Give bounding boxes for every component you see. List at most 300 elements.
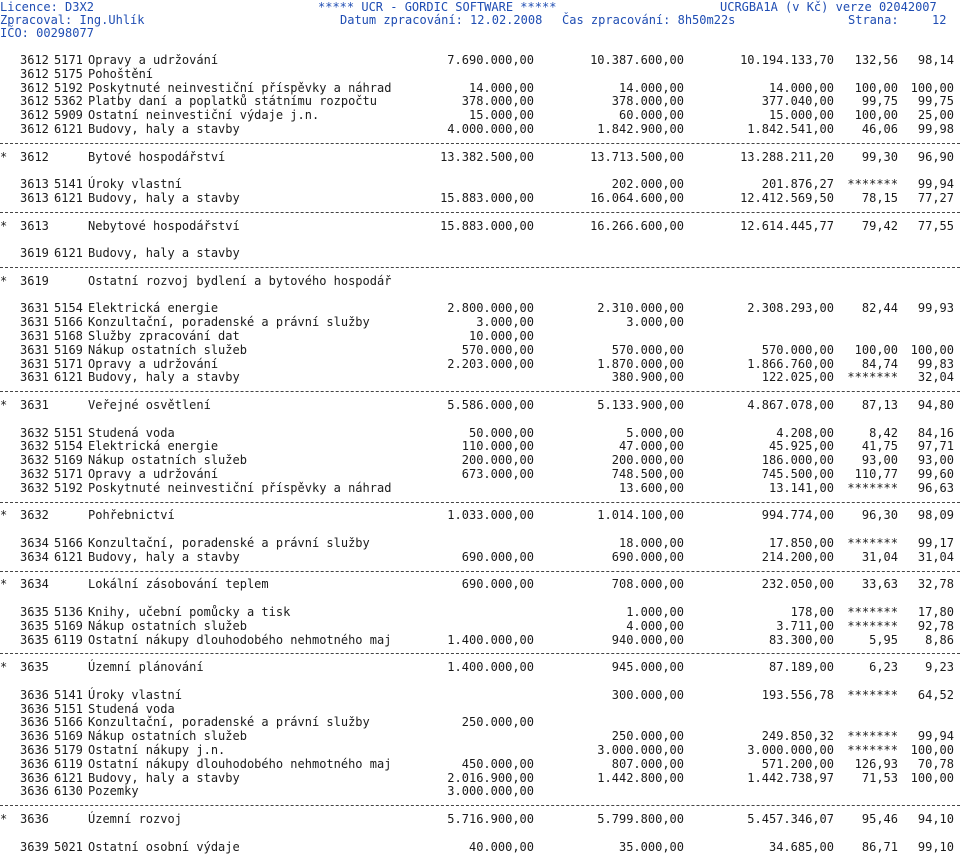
rozpocet-upraveny: 14.000,00 (618, 80, 684, 95)
item-name: Opravy a udržování (88, 53, 219, 67)
paragraf-name: Pohřebnictví (88, 508, 175, 523)
item-name: Budovy, haly a stavby (88, 246, 240, 261)
procento-schvaleny: 100,00 (854, 80, 898, 95)
item-name: Studená voda (88, 425, 175, 440)
skutecnost: 745.500,00 (761, 467, 834, 481)
rozpocet-schvaleny: 15.000,00 (468, 108, 534, 123)
procento-schvaleny: 78,15 (861, 191, 898, 205)
rozpocet-schvaleny: 40.000,00 (468, 839, 534, 854)
table-row (0, 329, 960, 343)
table-row (0, 177, 960, 191)
cas-text: Čas zpracování: 8h50m22s (562, 13, 736, 27)
skutecnost: 17.850,00 (768, 536, 834, 550)
subtotal-marker: * (0, 812, 8, 826)
item-name: Úroky vlastní (88, 177, 182, 192)
skutecnost: 2.308.293,00 (747, 301, 834, 316)
procento-schvaleny: ******* (847, 743, 898, 757)
procento-schvaleny: ******* (847, 370, 898, 385)
rozpocet-schvaleny: 3.000,00 (476, 315, 534, 330)
polozka-code: 5136 (54, 605, 83, 619)
skutecnost: 1.842.541,00 (747, 122, 834, 136)
item-name: Poskytnuté neinvestiční příspěvky a náhrad (88, 480, 392, 495)
licence-text: Licence: D3X2 (0, 0, 94, 14)
item-name: Opravy a udržování (88, 356, 219, 371)
ico-text: IČO: 00298077 (0, 26, 94, 40)
polozka-code: 6121 (54, 549, 83, 564)
paragraf-code: 3635 (20, 632, 49, 647)
procento-upraveny: 99,83 (917, 356, 954, 371)
procento-schvaleny: ******* (847, 687, 898, 702)
rozpocet-upraveny: 250.000,00 (611, 729, 684, 744)
paragraf-code: 3612 (20, 94, 49, 109)
rozpocet-schvaleny: 7.690.000,00 (447, 53, 534, 67)
polozka-code: 6130 (54, 784, 83, 799)
item-name: Elektrická energie (88, 439, 219, 454)
procento-schvaleny: 84,74 (861, 356, 898, 371)
paragraf-code: 3635 (20, 618, 49, 633)
procento-upraveny: 99,17 (917, 536, 954, 550)
procento-upraveny: 77,27 (917, 191, 954, 205)
item-name: Ostatní osobní výdaje (88, 839, 240, 854)
paragraf-name: Veřejné osvětlení (88, 398, 211, 412)
paragraf-code: 3636 (20, 687, 49, 702)
table-row (0, 536, 960, 550)
procento-upraveny: 96,63 (917, 480, 954, 495)
polozka-code: 5154 (54, 301, 83, 316)
rozpocet-upraveny: 13.713.500,00 (590, 149, 684, 164)
item-name: Ostatní nákupy dlouhodobého nehmotného maj (88, 632, 392, 647)
polozka-code: 5362 (54, 94, 83, 109)
rozpocet-upraveny: 708.000,00 (611, 577, 684, 592)
subtotal-row (0, 812, 960, 826)
item-name: Budovy, haly a stavby (88, 191, 240, 205)
table-row (0, 729, 960, 743)
procento-schvaleny: 95,46 (861, 812, 898, 826)
polozka-code: 5141 (54, 177, 83, 192)
software-title: ***** UCR - GORDIC SOFTWARE ***** (318, 0, 557, 14)
rozpocet-schvaleny: 450.000,00 (461, 756, 534, 771)
table-row (0, 94, 960, 108)
table-row (0, 840, 960, 854)
skutecnost: 13.141,00 (768, 480, 834, 495)
rozpocet-upraveny: 5.000,00 (626, 425, 684, 440)
polozka-code: 5154 (54, 439, 83, 454)
rozpocet-upraveny: 3.000.000,00 (597, 743, 684, 757)
rozpocet-schvaleny: 5.586.000,00 (447, 398, 534, 412)
paragraf-code: 3635 (20, 605, 49, 619)
rozpocet-schvaleny: 10.000,00 (468, 329, 534, 343)
skutecnost: 14.000,00 (768, 80, 834, 95)
rozpocet-schvaleny: 690.000,00 (461, 549, 534, 564)
table-row (0, 743, 960, 757)
procento-upraveny: 17,80 (917, 605, 954, 619)
procento-upraveny: 94,10 (917, 812, 954, 826)
rozpocet-schvaleny: 5.716.900,00 (447, 812, 534, 826)
procento-upraveny: 99,94 (917, 729, 954, 744)
procento-schvaleny: 46,06 (861, 122, 898, 136)
polozka-code: 5909 (54, 108, 83, 123)
procento-upraveny: 100,00 (910, 80, 954, 95)
polozka-code: 6121 (54, 370, 83, 385)
procento-upraveny: 97,71 (917, 439, 954, 454)
table-row (0, 67, 960, 81)
procento-schvaleny: 79,42 (861, 218, 898, 233)
rozpocet-upraveny: 380.900,00 (611, 370, 684, 385)
paragraf-code: 3613 (20, 218, 49, 233)
skutecnost: 4.208,00 (776, 425, 834, 440)
rozpocet-upraveny: 1.442.800,00 (597, 770, 684, 785)
skutecnost: 214.200,00 (761, 549, 834, 564)
procento-upraveny: 98,14 (917, 53, 954, 67)
rozpocet-upraveny: 10.387.600,00 (590, 53, 684, 67)
skutecnost: 193.556,78 (761, 687, 834, 702)
rozpocet-schvaleny: 1.400.000,00 (447, 660, 534, 675)
item-name: Ostatní nákupy j.n. (88, 743, 226, 757)
procento-upraveny: 32,04 (917, 370, 954, 385)
rozpocet-schvaleny: 2.016.900,00 (447, 770, 534, 785)
table-row (0, 122, 960, 136)
paragraf-code: 3612 (20, 108, 49, 123)
table-row (0, 633, 960, 647)
procento-upraveny: 99,98 (917, 122, 954, 136)
table-row (0, 715, 960, 729)
rozpocet-upraveny: 690.000,00 (611, 549, 684, 564)
rozpocet-upraveny: 18.000,00 (618, 536, 684, 550)
rozpocet-upraveny: 748.500,00 (611, 467, 684, 481)
rozpocet-schvaleny: 14.000,00 (468, 80, 534, 95)
item-name: Konzultační, poradenské a právní služby (88, 715, 370, 730)
subtotal-marker: * (0, 218, 8, 233)
polozka-code: 5166 (54, 715, 83, 730)
polozka-code: 6121 (54, 770, 83, 785)
paragraf-code: 3631 (20, 370, 49, 385)
procento-schvaleny: 100,00 (854, 342, 898, 357)
paragraf-code: 3636 (20, 770, 49, 785)
rozpocet-schvaleny: 1.033.000,00 (447, 508, 534, 523)
rozpocet-upraveny: 47.000,00 (618, 439, 684, 454)
zpracoval-text: Zpracoval: Ing.Uhlík (0, 13, 145, 27)
paragraf-name: Lokální zásobování teplem (88, 577, 269, 592)
procento-upraveny: 9,23 (925, 660, 954, 675)
paragraf-code: 3631 (20, 301, 49, 316)
item-name: Úroky vlastní (88, 687, 182, 702)
skutecnost: 122.025,00 (761, 370, 834, 385)
skutecnost: 1.866.760,00 (747, 356, 834, 371)
subtotal-marker: * (0, 149, 8, 164)
item-name: Nákup ostatních služeb (88, 453, 247, 468)
procento-upraveny: 8,86 (925, 632, 954, 647)
polozka-code: 5169 (54, 453, 83, 468)
paragraf-code: 3632 (20, 467, 49, 481)
procento-upraveny: 100,00 (910, 342, 954, 357)
dashed-separator (0, 267, 960, 270)
rozpocet-upraveny: 60.000,00 (618, 108, 684, 123)
polozka-code: 5169 (54, 342, 83, 357)
polozka-code: 5169 (54, 729, 83, 744)
item-name: Ostatní neinvestiční výdaje j.n. (88, 108, 320, 123)
paragraf-code: 3632 (20, 439, 49, 454)
item-name: Nákup ostatních služeb (88, 729, 247, 744)
skutecnost: 377.040,00 (761, 94, 834, 109)
item-name: Studená voda (88, 701, 175, 716)
item-name: Budovy, haly a stavby (88, 770, 240, 785)
skutecnost: 83.300,00 (768, 632, 834, 647)
table-row (0, 453, 960, 467)
skutecnost: 10.194.133,70 (740, 53, 834, 67)
paragraf-code: 3613 (20, 191, 49, 205)
skutecnost: 994.774,00 (761, 508, 834, 523)
item-name: Pohoštění (88, 66, 154, 81)
paragraf-code: 3634 (20, 577, 49, 592)
procento-schvaleny: ******* (847, 480, 898, 495)
table-row (0, 771, 960, 785)
procento-upraveny: 25,00 (917, 108, 954, 123)
paragraf-code: 3631 (20, 342, 49, 357)
table-row (0, 426, 960, 440)
item-name: Ostatní nákupy dlouhodobého nehmotného maj (88, 756, 392, 771)
table-row (0, 370, 960, 384)
procento-schvaleny: 132,56 (854, 53, 898, 67)
item-name: Pozemky (88, 784, 139, 799)
polozka-code: 6119 (54, 632, 83, 647)
table-row (0, 702, 960, 716)
procento-upraveny: 99,94 (917, 177, 954, 192)
procento-schvaleny: 99,30 (861, 149, 898, 164)
procento-schvaleny: 82,44 (861, 301, 898, 316)
skutecnost: 45.925,00 (768, 439, 834, 454)
subtotal-marker: * (0, 660, 8, 675)
skutecnost: 12.412.569,50 (740, 191, 834, 205)
paragraf-code: 3631 (20, 315, 49, 330)
paragraf-code: 3636 (20, 743, 49, 757)
strana-label: Strana: (848, 13, 899, 27)
table-row (0, 757, 960, 771)
subtotal-row (0, 219, 960, 233)
rozpocet-schvaleny: 2.203.000,00 (447, 356, 534, 371)
procento-upraveny: 96,90 (917, 149, 954, 164)
procento-schvaleny: 87,13 (861, 398, 898, 412)
polozka-code: 5171 (54, 53, 83, 67)
paragraf-name: Bytové hospodářství (88, 149, 226, 164)
paragraf-name: Nebytové hospodářství (88, 218, 240, 233)
paragraf-code: 3632 (20, 480, 49, 495)
rozpocet-upraveny: 1.870.000,00 (597, 356, 684, 371)
paragraf-code: 3636 (20, 729, 49, 744)
item-name: Služby zpracování dat (88, 329, 240, 343)
rozpocet-upraveny: 2.310.000,00 (597, 301, 684, 316)
paragraf-code: 3613 (20, 177, 49, 192)
procento-schvaleny: 33,63 (861, 577, 898, 592)
procento-schvaleny: 96,30 (861, 508, 898, 523)
skutecnost: 178,00 (790, 605, 834, 619)
rozpocet-schvaleny: 690.000,00 (461, 577, 534, 592)
paragraf-code: 3635 (20, 660, 49, 675)
procento-schvaleny: ******* (847, 618, 898, 633)
procento-upraveny: 99,75 (917, 94, 954, 109)
dashed-separator (0, 391, 960, 394)
rozpocet-upraveny: 1.014.100,00 (597, 508, 684, 523)
polozka-code: 6119 (54, 756, 83, 771)
polozka-code: 6121 (54, 122, 83, 136)
table-row (0, 81, 960, 95)
skutecnost: 570.000,00 (761, 342, 834, 357)
rozpocet-upraveny: 35.000,00 (618, 839, 684, 854)
rozpocet-schvaleny: 15.883.000,00 (440, 191, 534, 205)
rozpocet-upraveny: 13.600,00 (618, 480, 684, 495)
rozpocet-schvaleny: 13.382.500,00 (440, 149, 534, 164)
polozka-code: 6121 (54, 246, 83, 261)
header-line-2 (0, 13, 947, 27)
item-name: Platby daní a poplatků státnímu rozpočtu (88, 94, 377, 109)
procento-upraveny: 32,78 (917, 577, 954, 592)
skutecnost: 571.200,00 (761, 756, 834, 771)
paragraf-code: 3636 (20, 784, 49, 799)
datum-text: Datum zpracování: 12.02.2008 (340, 13, 543, 27)
procento-upraveny: 77,55 (917, 218, 954, 233)
procento-schvaleny: 99,75 (861, 94, 898, 109)
paragraf-name: Územní plánování (88, 660, 204, 675)
procento-schvaleny: 93,00 (861, 453, 898, 468)
rozpocet-schvaleny: 200.000,00 (461, 453, 534, 468)
subtotal-row (0, 577, 960, 591)
paragraf-code: 3631 (20, 356, 49, 371)
rozpocet-upraveny: 5.133.900,00 (597, 398, 684, 412)
skutecnost: 232.050,00 (761, 577, 834, 592)
paragraf-code: 3619 (20, 246, 49, 261)
polozka-code: 5192 (54, 480, 83, 495)
procento-schvaleny: 8,42 (869, 425, 898, 440)
rozpocet-upraveny: 1.000,00 (626, 605, 684, 619)
skutecnost: 3.711,00 (776, 618, 834, 633)
table-row (0, 688, 960, 702)
skutecnost: 15.000,00 (768, 108, 834, 123)
rozpocet-upraveny: 4.000,00 (626, 618, 684, 633)
paragraf-code: 3632 (20, 453, 49, 468)
paragraf-code: 3632 (20, 425, 49, 440)
item-name: Knihy, učební pomůcky a tisk (88, 605, 291, 619)
polozka-code: 5151 (54, 425, 83, 440)
dashed-separator (0, 805, 960, 808)
paragraf-code: 3631 (20, 398, 49, 412)
procento-upraveny: 92,78 (917, 618, 954, 633)
rozpocet-upraveny: 5.799.800,00 (597, 812, 684, 826)
item-name: Opravy a udržování (88, 467, 219, 481)
procento-schvaleny: ******* (847, 536, 898, 550)
subtotal-marker: * (0, 577, 8, 592)
procento-upraveny: 99,60 (917, 467, 954, 481)
subtotal-row (0, 508, 960, 522)
subtotal-marker: * (0, 508, 8, 523)
table-row (0, 343, 960, 357)
table-row (0, 481, 960, 495)
rozpocet-schvaleny: 3.000.000,00 (447, 784, 534, 799)
polozka-code: 5151 (54, 701, 83, 716)
polozka-code: 5021 (54, 839, 83, 854)
rozpocet-upraveny: 940.000,00 (611, 632, 684, 647)
table-row (0, 191, 960, 205)
paragraf-name: Územní rozvoj (88, 812, 182, 826)
polozka-code: 5175 (54, 66, 83, 81)
skutecnost: 249.850,32 (761, 729, 834, 744)
item-name: Budovy, haly a stavby (88, 122, 240, 136)
procento-upraveny: 99,10 (917, 839, 954, 854)
procento-schvaleny: 126,93 (854, 756, 898, 771)
procento-schvaleny: ******* (847, 605, 898, 619)
polozka-code: 5171 (54, 356, 83, 371)
table-row (0, 467, 960, 481)
skutecnost: 3.000.000,00 (747, 743, 834, 757)
paragraf-code: 3612 (20, 66, 49, 81)
procento-schvaleny: 86,71 (861, 839, 898, 854)
item-name: Budovy, haly a stavby (88, 370, 240, 385)
dashed-separator (0, 502, 960, 505)
rozpocet-upraveny: 945.000,00 (611, 660, 684, 675)
subtotal-row (0, 398, 960, 412)
rozpocet-schvaleny: 673.000,00 (461, 467, 534, 481)
table-row (0, 246, 960, 260)
table-row (0, 53, 960, 67)
procento-schvaleny: 31,04 (861, 549, 898, 564)
paragraf-code: 3636 (20, 715, 49, 730)
subtotal-marker: * (0, 398, 8, 412)
skutecnost: 87.189,00 (768, 660, 834, 675)
paragraf-code: 3634 (20, 536, 49, 550)
polozka-code: 6121 (54, 191, 83, 205)
rozpocet-upraveny: 1.842.900,00 (597, 122, 684, 136)
paragraf-name: Ostatní rozvoj bydlení a bytového hospodář (88, 273, 392, 288)
rozpocet-schvaleny: 2.800.000,00 (447, 301, 534, 316)
rozpocet-schvaleny: 570.000,00 (461, 342, 534, 357)
procento-upraveny: 94,80 (917, 398, 954, 412)
table-row (0, 301, 960, 315)
paragraf-code: 3632 (20, 508, 49, 523)
paragraf-code: 3612 (20, 149, 49, 164)
rozpocet-upraveny: 200.000,00 (611, 453, 684, 468)
procento-upraveny: 31,04 (917, 549, 954, 564)
paragraf-code: 3636 (20, 701, 49, 716)
header-line-3 (0, 26, 94, 40)
rozpocet-upraveny: 807.000,00 (611, 756, 684, 771)
rozpocet-upraveny: 570.000,00 (611, 342, 684, 357)
procento-schvaleny: 110,77 (854, 467, 898, 481)
paragraf-code: 3634 (20, 549, 49, 564)
paragraf-code: 3631 (20, 329, 49, 343)
polozka-code: 5169 (54, 618, 83, 633)
rozpocet-schvaleny: 50.000,00 (468, 425, 534, 440)
procento-upraveny: 100,00 (910, 743, 954, 757)
rozpocet-schvaleny: 250.000,00 (461, 715, 534, 730)
rozpocet-schvaleny: 110.000,00 (461, 439, 534, 454)
procento-schvaleny: 100,00 (854, 108, 898, 123)
procento-upraveny: 100,00 (910, 770, 954, 785)
header-line-1 (0, 0, 937, 14)
procento-schvaleny: ******* (847, 177, 898, 192)
item-name: Elektrická energie (88, 301, 219, 316)
rozpocet-upraveny: 16.064.600,00 (590, 191, 684, 205)
rozpocet-upraveny: 202.000,00 (611, 177, 684, 192)
paragraf-code: 3619 (20, 273, 49, 288)
skutecnost: 4.867.078,00 (747, 398, 834, 412)
polozka-code: 5166 (54, 315, 83, 330)
procento-schvaleny: 71,53 (861, 770, 898, 785)
table-row (0, 108, 960, 122)
paragraf-code: 3636 (20, 812, 49, 826)
subtotal-row (0, 150, 960, 164)
paragraf-code: 3612 (20, 80, 49, 95)
procento-upraveny: 99,93 (917, 301, 954, 316)
polozka-code: 5171 (54, 467, 83, 481)
paragraf-code: 3636 (20, 756, 49, 771)
